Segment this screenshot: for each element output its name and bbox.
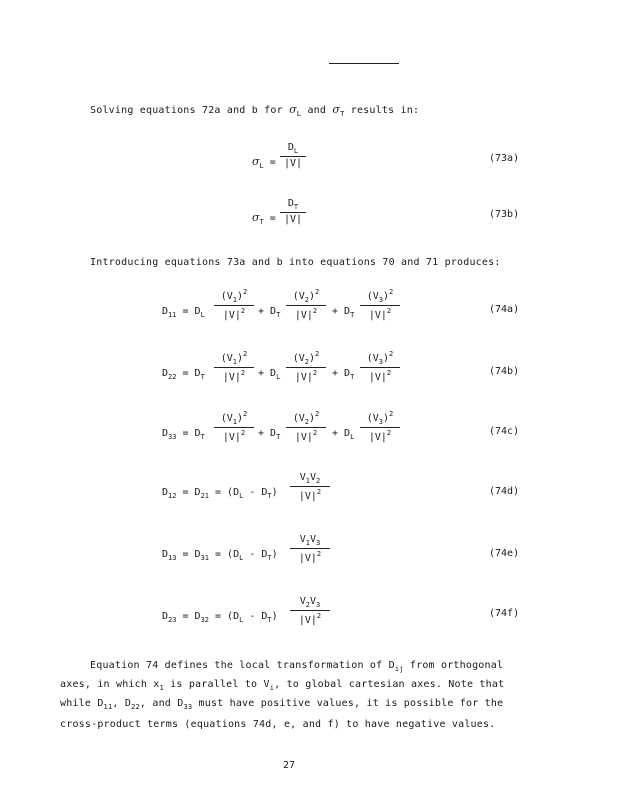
subscript: i [269, 684, 275, 692]
text: is parallel to V [163, 679, 270, 690]
equation-tag: (74d) [489, 486, 520, 497]
subscript: 1 [159, 684, 164, 692]
subscript: 33 [183, 703, 193, 711]
fraction: $V_2V_3$ $|V|^2$ [290, 596, 330, 626]
lhs-sub: T [259, 218, 264, 226]
v-sub: 3 [316, 539, 321, 547]
coef-sub: T [350, 311, 355, 319]
sub: L [239, 554, 244, 562]
coef-sub: T [350, 373, 355, 381]
denominator: |V| [283, 158, 303, 169]
vmag: |V| [368, 372, 387, 383]
text: must have positive values, it is possible for the [192, 698, 504, 709]
power: 2 [312, 429, 318, 437]
sub: T [267, 554, 272, 562]
vmag: |V| [368, 432, 387, 443]
coef: D [270, 306, 277, 317]
v-sub: 1 [305, 477, 310, 485]
vmag: |V| [294, 432, 313, 443]
vmag: |V| [294, 372, 313, 383]
lhs: D [162, 428, 169, 439]
page-number: 27 [283, 760, 296, 771]
coef-sub: T [276, 311, 281, 319]
equation-tag: (73b) [489, 209, 520, 220]
fraction: $(V_1)^2$ $|V|^2$ [214, 350, 254, 383]
lhs-sub: 23 [168, 616, 177, 624]
lhs-sub: 33 [168, 433, 177, 441]
lhs: D [162, 549, 169, 560]
coef-sub: T [200, 373, 205, 381]
sigma-symbol: σ [332, 103, 341, 116]
intro-results: results in: [350, 105, 420, 116]
paragraph-line-2 [60, 679, 504, 692]
subscript: 11 [103, 703, 113, 711]
equation-tag: (74b) [489, 366, 520, 377]
power: 2 [312, 369, 318, 377]
text: , and D [139, 698, 184, 709]
text: Equation 74 defines the local transformation of D [90, 660, 395, 671]
lhs: D [162, 487, 169, 498]
lhs: D [162, 306, 169, 317]
v-sub: 1 [305, 539, 310, 547]
v-sub: 2 [304, 358, 309, 366]
v-sub: 2 [304, 296, 309, 304]
intro-line [90, 103, 419, 118]
mid-sub: 32 [200, 616, 209, 624]
subscript: ij [394, 665, 404, 673]
power: 2 [240, 307, 246, 315]
paragraph-line-1 [90, 660, 503, 673]
coef: D [194, 428, 201, 439]
coef: D [344, 368, 351, 379]
equation-74b: $D_{22} = D_T$ $(V_1)^2$ $|V|^2$ + $D_L$ $(V_2)^2$ $|V|^2$ + $D_T$ $(V_3)^2$ $|V|^2$ (74b) [162, 350, 520, 383]
equation-74d: $D_{12} = D_{21} = (D_L - D_T)$ $V_1V_2$ $|V|^2$ (74d) [162, 472, 520, 502]
power: 2 [386, 369, 392, 377]
fraction: $(V_3)^2$ $|V|^2$ [360, 350, 400, 383]
numerator: D [287, 142, 294, 153]
vmag: |V| [222, 432, 241, 443]
coef: D [270, 368, 277, 379]
coef-sub: L [350, 433, 355, 441]
paragraph-line-4: cross-product terms (equations 74d, e, and f) to have negative values. [60, 719, 496, 730]
numerator: D [287, 198, 294, 209]
fraction [280, 142, 306, 169]
power: 2 [389, 350, 394, 358]
text: , D [112, 698, 132, 709]
subscript: T [340, 110, 345, 118]
power: 2 [316, 550, 322, 558]
v-sub: 2 [305, 601, 310, 609]
subscript: 22 [131, 703, 140, 711]
power: 2 [316, 612, 322, 620]
v-sub: 3 [378, 358, 383, 366]
sub: L [239, 492, 244, 500]
power: 2 [315, 350, 320, 358]
coef-sub: L [200, 311, 205, 319]
text: , to global cartesian axes. Note that [274, 679, 505, 690]
power: 2 [386, 307, 392, 315]
v-sub: 2 [304, 418, 309, 426]
mid: D [194, 487, 201, 498]
equation-73a: $\sigma_L$ = $D_L$ |V| (73a) [252, 142, 520, 170]
vmag: |V| [222, 372, 241, 383]
power: 2 [240, 429, 246, 437]
v-sub: 3 [378, 296, 383, 304]
lhs-sub: 12 [168, 492, 177, 500]
text: while D [60, 698, 104, 709]
fraction [280, 198, 306, 225]
subscript: L [296, 110, 302, 118]
equation-74c: $D_{33} = D_T$ $(V_1)^2$ $|V|^2$ + $D_T$ $(V_2)^2$ $|V|^2$ + $D_L$ $(V_3)^2$ $|V|^2$ (74c) [162, 410, 520, 443]
coef-sub: L [276, 373, 281, 381]
fraction: $(V_1)^2$ $|V|^2$ [214, 288, 254, 321]
lhs-sub: 22 [168, 373, 177, 381]
lhs-sub: 13 [168, 554, 177, 562]
vmag: |V| [294, 310, 313, 321]
equation-73b: $\sigma_T$ = $D_T$ |V| (73b) [252, 198, 520, 226]
power: 2 [240, 369, 246, 377]
text: from orthogonal [403, 660, 504, 671]
equation-tag: (74e) [489, 548, 520, 559]
equation-tag: (74f) [489, 608, 520, 619]
power: 2 [389, 410, 394, 418]
v-sub: 1 [232, 418, 237, 426]
power: 2 [315, 288, 320, 296]
fraction: $(V_3)^2$ $|V|^2$ [360, 288, 400, 321]
equation-tag: (74a) [489, 304, 520, 315]
coef: D [194, 368, 201, 379]
intro-text: Solving equations 72a and b for [90, 105, 283, 116]
power: 2 [386, 429, 392, 437]
v-sub: 3 [316, 601, 321, 609]
vmag: |V| [298, 615, 317, 626]
fraction: $(V_2)^2$ $|V|^2$ [286, 288, 326, 321]
vmag: |V| [222, 310, 241, 321]
numerator-sub: L [293, 147, 299, 155]
intro-and: and [307, 105, 327, 116]
vmag: |V| [298, 553, 317, 564]
power: 2 [312, 307, 318, 315]
coef: D [270, 428, 277, 439]
fraction: $V_1V_2$ $|V|^2$ [290, 472, 330, 502]
coef: D [344, 428, 351, 439]
v-sub: 3 [378, 418, 383, 426]
coef: D [194, 306, 201, 317]
power: 2 [316, 488, 322, 496]
v-sub: 2 [316, 477, 321, 485]
lhs: D [162, 368, 169, 379]
sub: T [267, 616, 272, 624]
coef: D [344, 306, 351, 317]
fraction: $(V_2)^2$ $|V|^2$ [286, 350, 326, 383]
sigma-symbol: σ [289, 103, 297, 116]
mid: D [194, 549, 201, 560]
lhs: σ [252, 155, 260, 168]
paragraph-line-3 [60, 698, 503, 711]
sub: L [239, 616, 244, 624]
equation-74f: $D_{23} = D_{32} = (D_L - D_T)$ $V_2V_3$ $|V|^2$ (74f) [162, 596, 520, 626]
vmag: |V| [298, 491, 317, 502]
top-rule [329, 63, 399, 64]
power: 2 [243, 350, 248, 358]
mid: D [194, 611, 201, 622]
text: axes, in which x [60, 679, 160, 690]
sub: T [267, 492, 272, 500]
fraction: $V_1V_3$ $|V|^2$ [290, 534, 330, 564]
fraction: $(V_2)^2$ $|V|^2$ [286, 410, 326, 443]
vmag: |V| [368, 310, 387, 321]
denominator: |V| [283, 214, 303, 225]
coef-sub: T [276, 433, 281, 441]
v-sub: 1 [232, 296, 237, 304]
numerator-sub: T [293, 203, 299, 211]
mid-sub: 21 [200, 492, 209, 500]
fraction: $(V_3)^2$ $|V|^2$ [360, 410, 400, 443]
power: 2 [243, 288, 248, 296]
lhs: σ [252, 211, 260, 224]
power: 2 [243, 410, 248, 418]
power: 2 [389, 288, 394, 296]
v-sub: 1 [232, 358, 237, 366]
equation-tag: (73a) [489, 153, 520, 164]
mid-sub: 31 [200, 554, 209, 562]
equation-74e: $D_{13} = D_{31} = (D_L - D_T)$ $V_1V_3$ $|V|^2$ (74e) [162, 534, 520, 564]
coef-sub: T [200, 433, 205, 441]
equation-tag: (74c) [489, 426, 520, 437]
power: 2 [315, 410, 320, 418]
intro-2: Introducing equations 73a and b into equations 70 and 71 produces: [90, 257, 501, 268]
lhs: D [162, 611, 169, 622]
equation-74a: $D_{11} = D_L$ $(V_1)^2$ $|V|^2$ + $D_T$ $(V_2)^2$ $|V|^2$ + $D_T$ $(V_3)^2$ $|V|^2$ (74a) [162, 288, 520, 321]
fraction: $(V_1)^2$ $|V|^2$ [214, 410, 254, 443]
lhs-sub: L [259, 162, 264, 170]
lhs-sub: 11 [168, 311, 177, 319]
